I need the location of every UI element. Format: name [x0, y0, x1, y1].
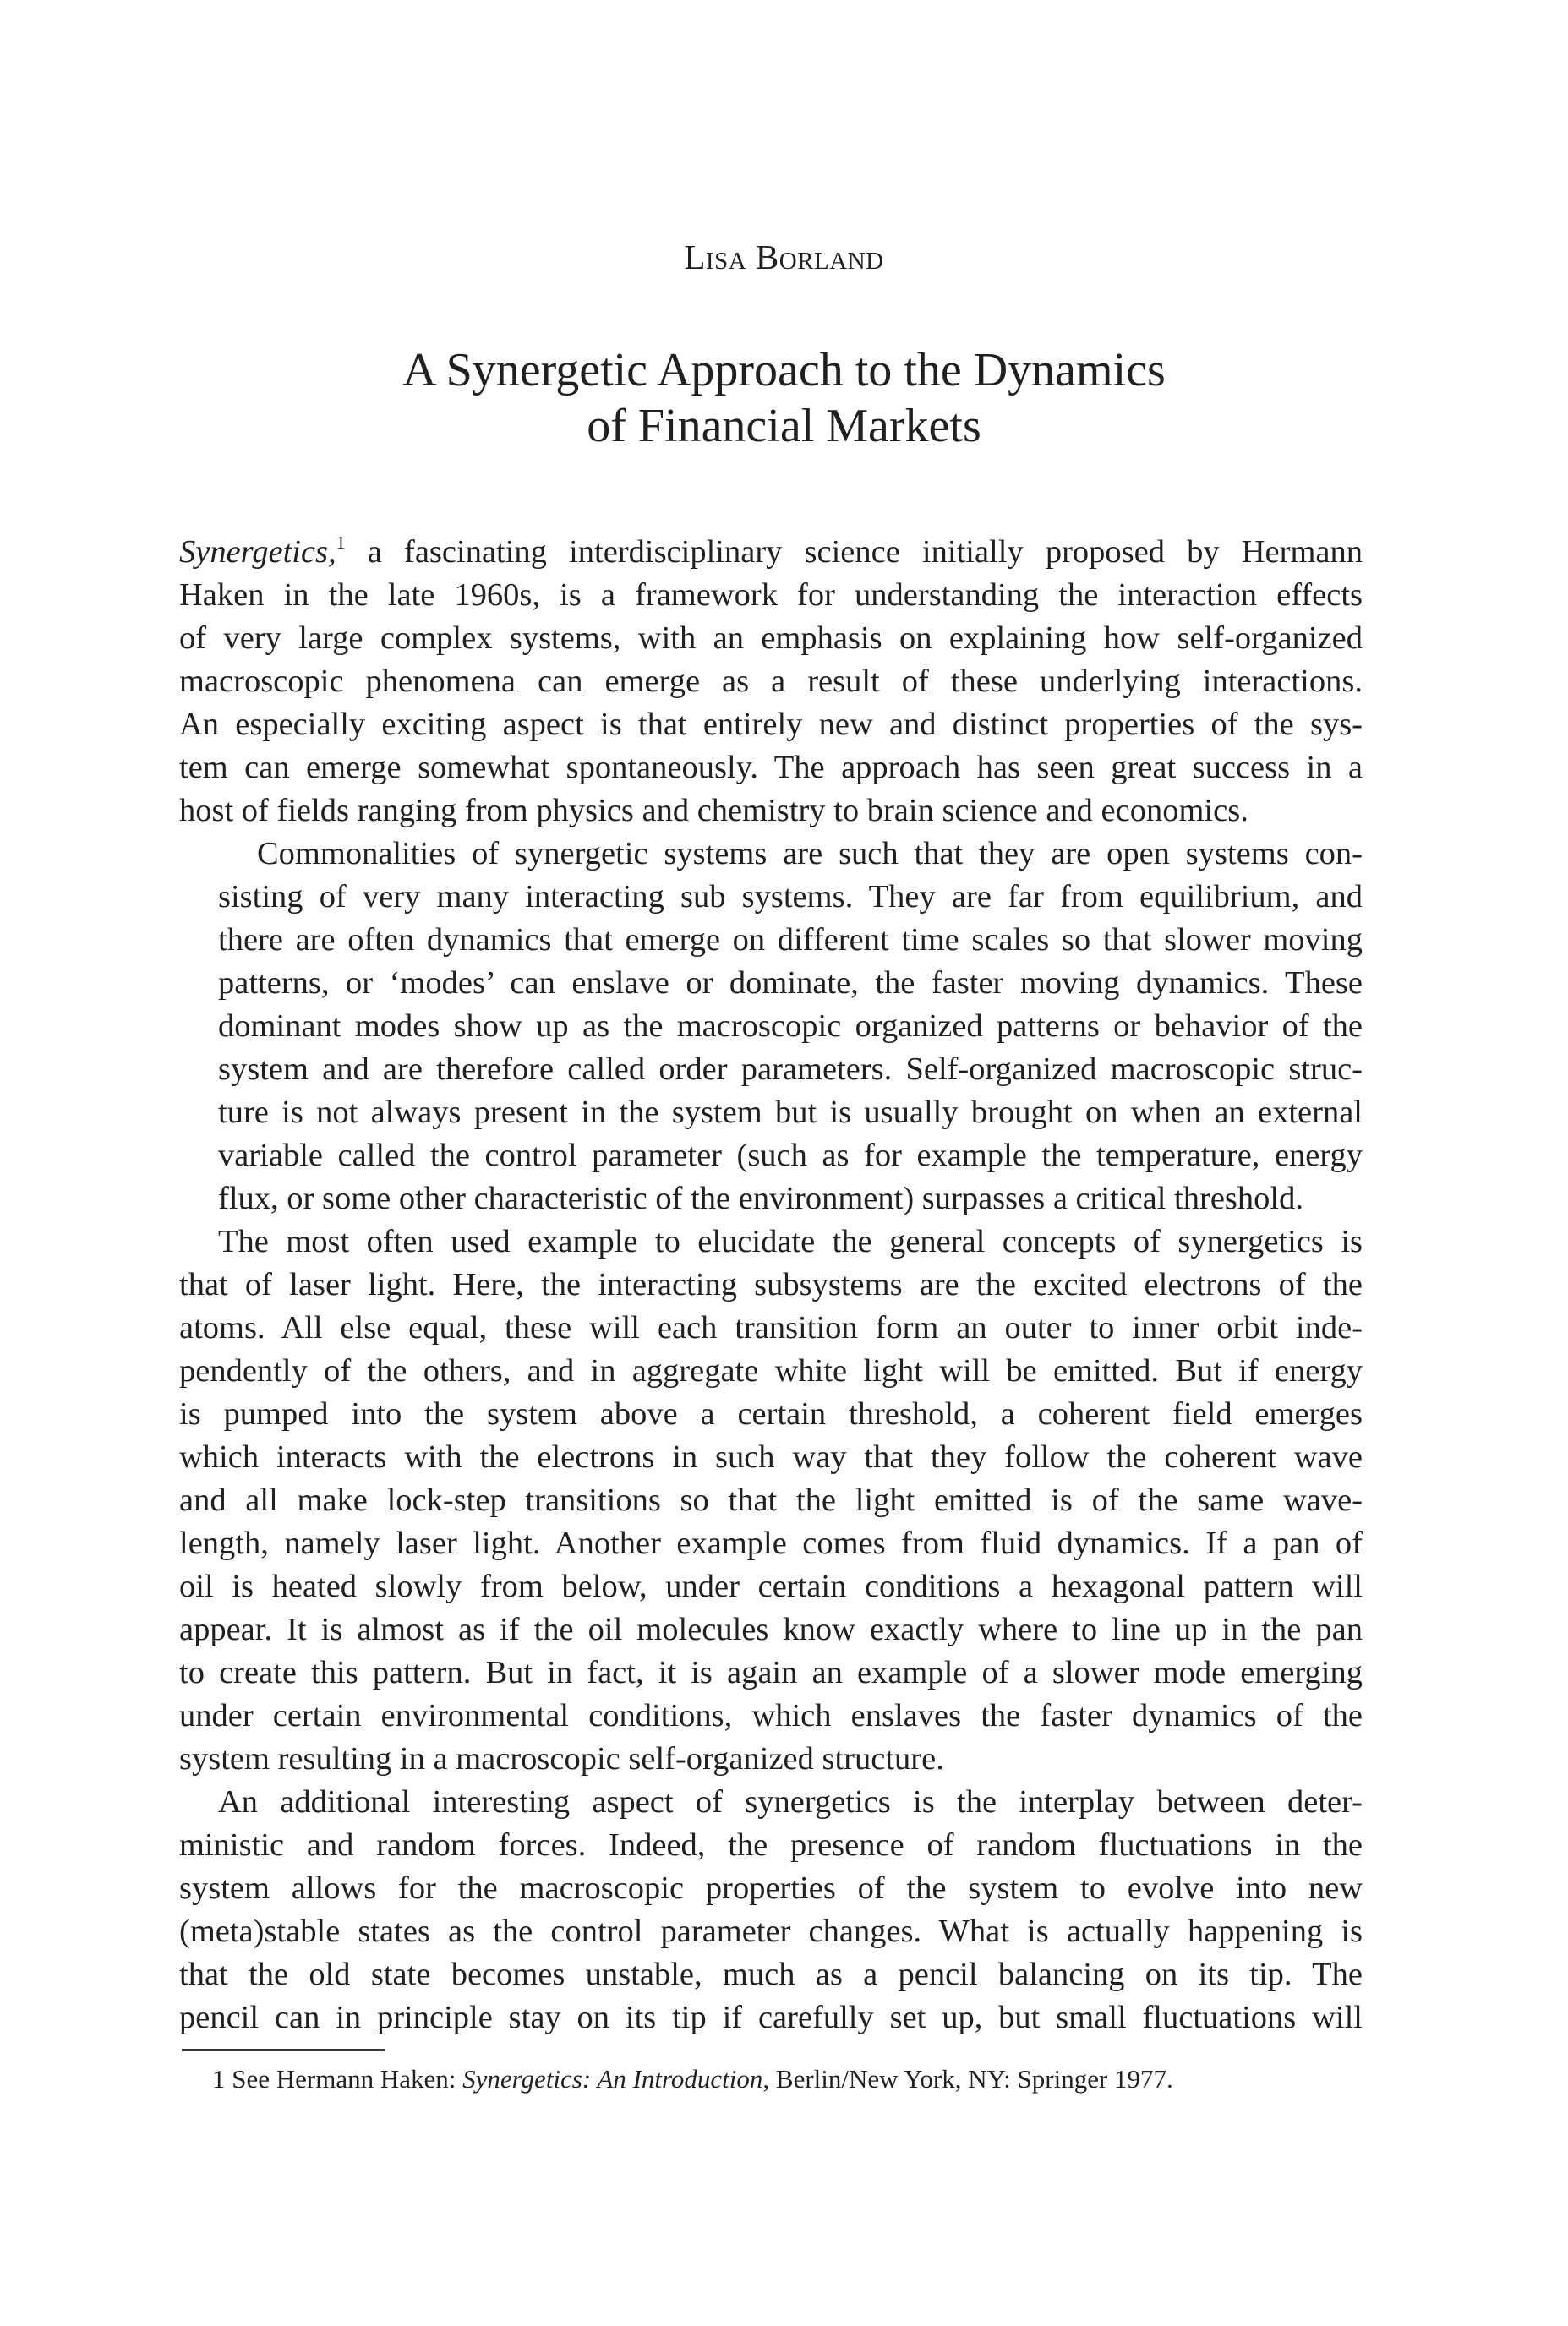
body-line: system allows for the macroscopic properties of the system to evolve into new [179, 1870, 1363, 1906]
body-line: tem can emerge somewhat spontaneously. The approach has seen great success in a [179, 750, 1363, 785]
body-line: variable called the control parameter (such as for example the temperature, energy [218, 1138, 1363, 1173]
body-line: The most often used example to elucidate the general concepts of synergetics is [218, 1224, 1363, 1259]
footnote-1 [212, 2062, 1173, 2096]
body-line: Commonalities of synergetic systems are such that they are open systems con- [257, 836, 1363, 871]
body-line: under certain environmental conditions, which enslaves the faster dynamics of the [179, 1698, 1363, 1734]
title-line-2: of Financial Markets [587, 400, 981, 452]
footnote-separator [182, 2049, 385, 2051]
body-line: system resulting in a macroscopic self-organized structure. [179, 1741, 944, 1777]
body-line: patterns, or ‘modes’ can enslave or dominate, the faster moving dynamics. These [218, 965, 1363, 1001]
paragraph-4 [179, 1781, 1363, 2039]
footnote-text-suffix: , Berlin/New York, NY: Springer 1977. [762, 2064, 1173, 2094]
footnote-book-title: Synergetics: An Introduction [462, 2064, 763, 2094]
body-line: (meta)stable states as the control parameter changes. What is actually happening is [179, 1914, 1363, 1949]
body-line: dominant modes show up as the macroscopic organized patterns or behavior of the [218, 1008, 1363, 1044]
body-line: ministic and random forces. Indeed, the presence of random fluctuations in the [179, 1827, 1363, 1863]
body-line: length, namely laser light. Another example comes from fluid dynamics. If a pan of [179, 1526, 1363, 1561]
body-line: An additional interesting aspect of synergetics is the interplay between deter- [218, 1784, 1363, 1820]
body-line: system and are therefore called order parameters. Self-organized macroscopic struc- [218, 1051, 1363, 1087]
footnote-number: 1 [212, 2064, 226, 2094]
paragraph-2 [179, 833, 1363, 1220]
body-line: that the old state becomes unstable, much as a pencil balancing on its tip. The [179, 1957, 1363, 1992]
paragraph-3 [179, 1220, 1363, 1781]
body-line: of very large complex systems, with an emphasis on explaining how self-organized [179, 620, 1363, 656]
body-line: pencil can in principle stay on its tip if carefully set up, but small fluctuations will [179, 2000, 1363, 2035]
body-line: atoms. All else equal, these will each transition form an outer to inner orbit inde- [179, 1310, 1363, 1346]
body-line: Synergetics,$^1$ a fascinating interdisciplinary science initially proposed by Hermann [179, 532, 1363, 570]
body-line: flux, or some other characteristic of the environment) surpasses a critical threshold. [218, 1181, 1303, 1216]
body-line: there are often dynamics that emerge on different time scales so that slower moving [218, 922, 1363, 958]
article-title [0, 342, 1568, 454]
body-line: An especially exciting aspect is that entirely new and distinct properties of the sys- [179, 707, 1363, 742]
body-line: macroscopic phenomena can emerge as a result of these underlying interactions. [179, 663, 1363, 699]
body-line: ture is not always present in the system but is usually brought on when an external [218, 1095, 1363, 1130]
footnote-marker[interactable]: 1 [336, 532, 346, 553]
paragraph-1 [179, 531, 1363, 833]
body-line: Haken in the late 1960s, is a framework for understanding the interaction effects [179, 577, 1363, 613]
body-line: pendently of the others, and in aggregate white light will be emitted. But if energy [179, 1353, 1363, 1389]
body-line: and all make lock-step transitions so that the light emitted is of the same wave- [179, 1482, 1363, 1518]
title-line-1: A Synergetic Approach to the Dynamics [402, 344, 1166, 396]
body-line: oil is heated slowly from below, under certain conditions a hexagonal pattern will [179, 1569, 1363, 1604]
body-line: appear. It is almost as if the oil molecules know exactly where to line up in the pan [179, 1612, 1363, 1647]
author-name: Lisa Borland [684, 238, 884, 276]
body-line: which interacts with the electrons in such way that they follow the coherent wave [179, 1439, 1363, 1475]
lead-term: Synergetics, [179, 534, 336, 570]
body-line: to create this pattern. But in fact, it is again an example of a slower mode emerging [179, 1655, 1363, 1690]
body-line: host of fields ranging from physics and chemistry to brain science and economics. [179, 793, 1248, 828]
article-body [179, 531, 1363, 2039]
body-line: is pumped into the system above a certain threshold, a coherent field emerges [179, 1396, 1363, 1432]
body-line: that of laser light. Here, the interacting subsystems are the excited electrons of the [179, 1267, 1363, 1302]
footnote-text-prefix: See Hermann Haken: [232, 2064, 463, 2094]
body-line: sisting of very many interacting sub systems. They are far from equilibrium, and [218, 879, 1363, 915]
